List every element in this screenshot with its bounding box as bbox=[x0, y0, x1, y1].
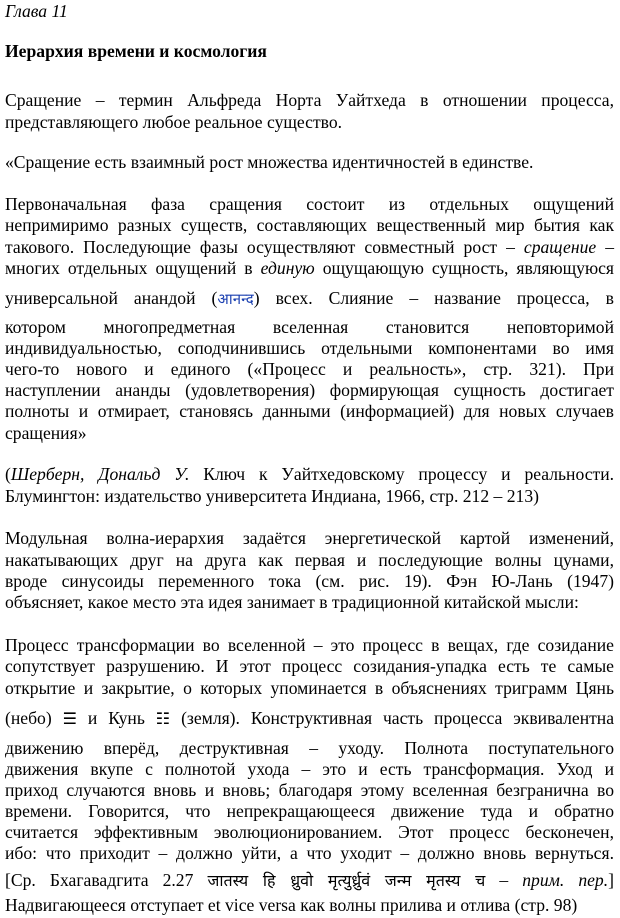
quote-line: чего-то нового и единого («Процесс и реальность», стр. 321). При bbox=[5, 359, 614, 379]
sanskrit-word: आनन्द bbox=[217, 290, 254, 308]
document-page bbox=[5, 0, 614, 918]
quote-line: индивидуальностью, соподчинившись отдельными компонентами во имя bbox=[5, 338, 614, 358]
section-title: Иерархия времени и космология bbox=[5, 41, 267, 61]
trigram-kun-icon: ☷ bbox=[155, 709, 171, 728]
paragraph-line: Сращение – термин Альфреда Норта Уайтхеда в отношении процесса, bbox=[5, 90, 614, 110]
quote-line: движению вперёд, деструктивная – уходу. Полнота поступательного bbox=[5, 738, 614, 758]
paragraph-line: накатывающих друг на друга как первая и последующие волны цунами, bbox=[5, 550, 614, 570]
quote-line: (небо) ☰ и Кунь ☷ (земля). Конструктивная часть процесса эквивалентна bbox=[5, 708, 615, 728]
citation-line: (Шерберн, Дональд У. Ключ к Уайтхедовскому процессу и реальности. bbox=[5, 464, 615, 484]
quote-line: считается эффективным эволюционированием. Этот процесс бесконечен, bbox=[5, 822, 614, 842]
quote-line: непримиримо разных существ, составляющих вещественный мир бытия как bbox=[5, 215, 614, 235]
quote-line: многих отдельных ощущений в единую ощущающую сущность, являющуюся bbox=[5, 258, 614, 278]
quote-line: наступлении ананды (удовлетворения) формирующая сущность достигает bbox=[5, 380, 614, 400]
quote-line: Первоначальная фаза сращения состоит из отдельных ощущений bbox=[5, 194, 614, 214]
quote-line: Надвигающееся отступает et vice versa как волны прилива и отлива (стр. 98) bbox=[5, 895, 578, 915]
quote-line: сопутствует разрушению. И этот процесс созидания-упадка есть те самые bbox=[5, 656, 614, 676]
quote-line: такового. Последующие фазы осуществляют совместный рост – сращение – bbox=[5, 237, 614, 257]
quote-line: движения вкупе с полнотой ухода – это и есть трансформация. Уход и bbox=[5, 759, 614, 779]
paragraph-line: представляющего любое реальное существо. bbox=[5, 112, 343, 132]
paragraph-line: Модульная волна-иерархия задаётся энергетической картой изменений, bbox=[5, 528, 614, 548]
quote-line: времени. Говорится, что непрекращающееся движение туда и обратно bbox=[5, 801, 614, 821]
quote-line: универсальной анандой (आनन्द) всех. Слияние – название процесса, в bbox=[5, 288, 614, 308]
citation-line: Блумингтон: издательство университета Индиана, 1966, стр. 212 – 213) bbox=[5, 486, 539, 506]
translator-note-line: [Ср. Бхагавадгита 2.27 जातस्य हि ध्रुवो मृत्युर्ध्रुवं जन्म मृतस्य च – прим. пер.] bbox=[5, 870, 614, 890]
paragraph-line: вроде синусоиды переменного тока (см. рис. 19). Фэн Ю-Лань (1947) bbox=[5, 571, 614, 591]
quote-line: ибо: что приходит – должно уйти, а что уходит – должно вновь вернуться. bbox=[5, 843, 614, 863]
trigram-qian-icon: ☰ bbox=[62, 709, 77, 728]
sanskrit-verse: जातस्य हि ध्रुवो मृत्युर्ध्रुवं जन्म मृतस्य च bbox=[207, 871, 486, 890]
quote-line: Процесс трансформации во вселенной – это процесс в вещах, где созидание bbox=[5, 635, 614, 655]
quote-line: сращения» bbox=[5, 423, 87, 443]
quote-line: приход случаются вновь и вновь; благодаря этому вселенная безгранична во bbox=[5, 780, 614, 800]
quote-opening-line: «Сращение есть взаимный рост множества идентичностей в единстве. bbox=[5, 152, 534, 172]
quote-line: полноты и отмирает, становясь данными (информацией) для новых случаев bbox=[5, 401, 614, 421]
quote-line: котором многопредметная вселенная становится неповторимой bbox=[5, 317, 614, 337]
quote-line: открытие и закрытие, о которых упоминается в объяснениях триграмм Цянь bbox=[5, 678, 614, 698]
chapter-label: Глава 11 bbox=[5, 1, 68, 21]
paragraph-line: объясняет, какое место эта идея занимает в традиционной китайской мысли: bbox=[5, 592, 579, 612]
